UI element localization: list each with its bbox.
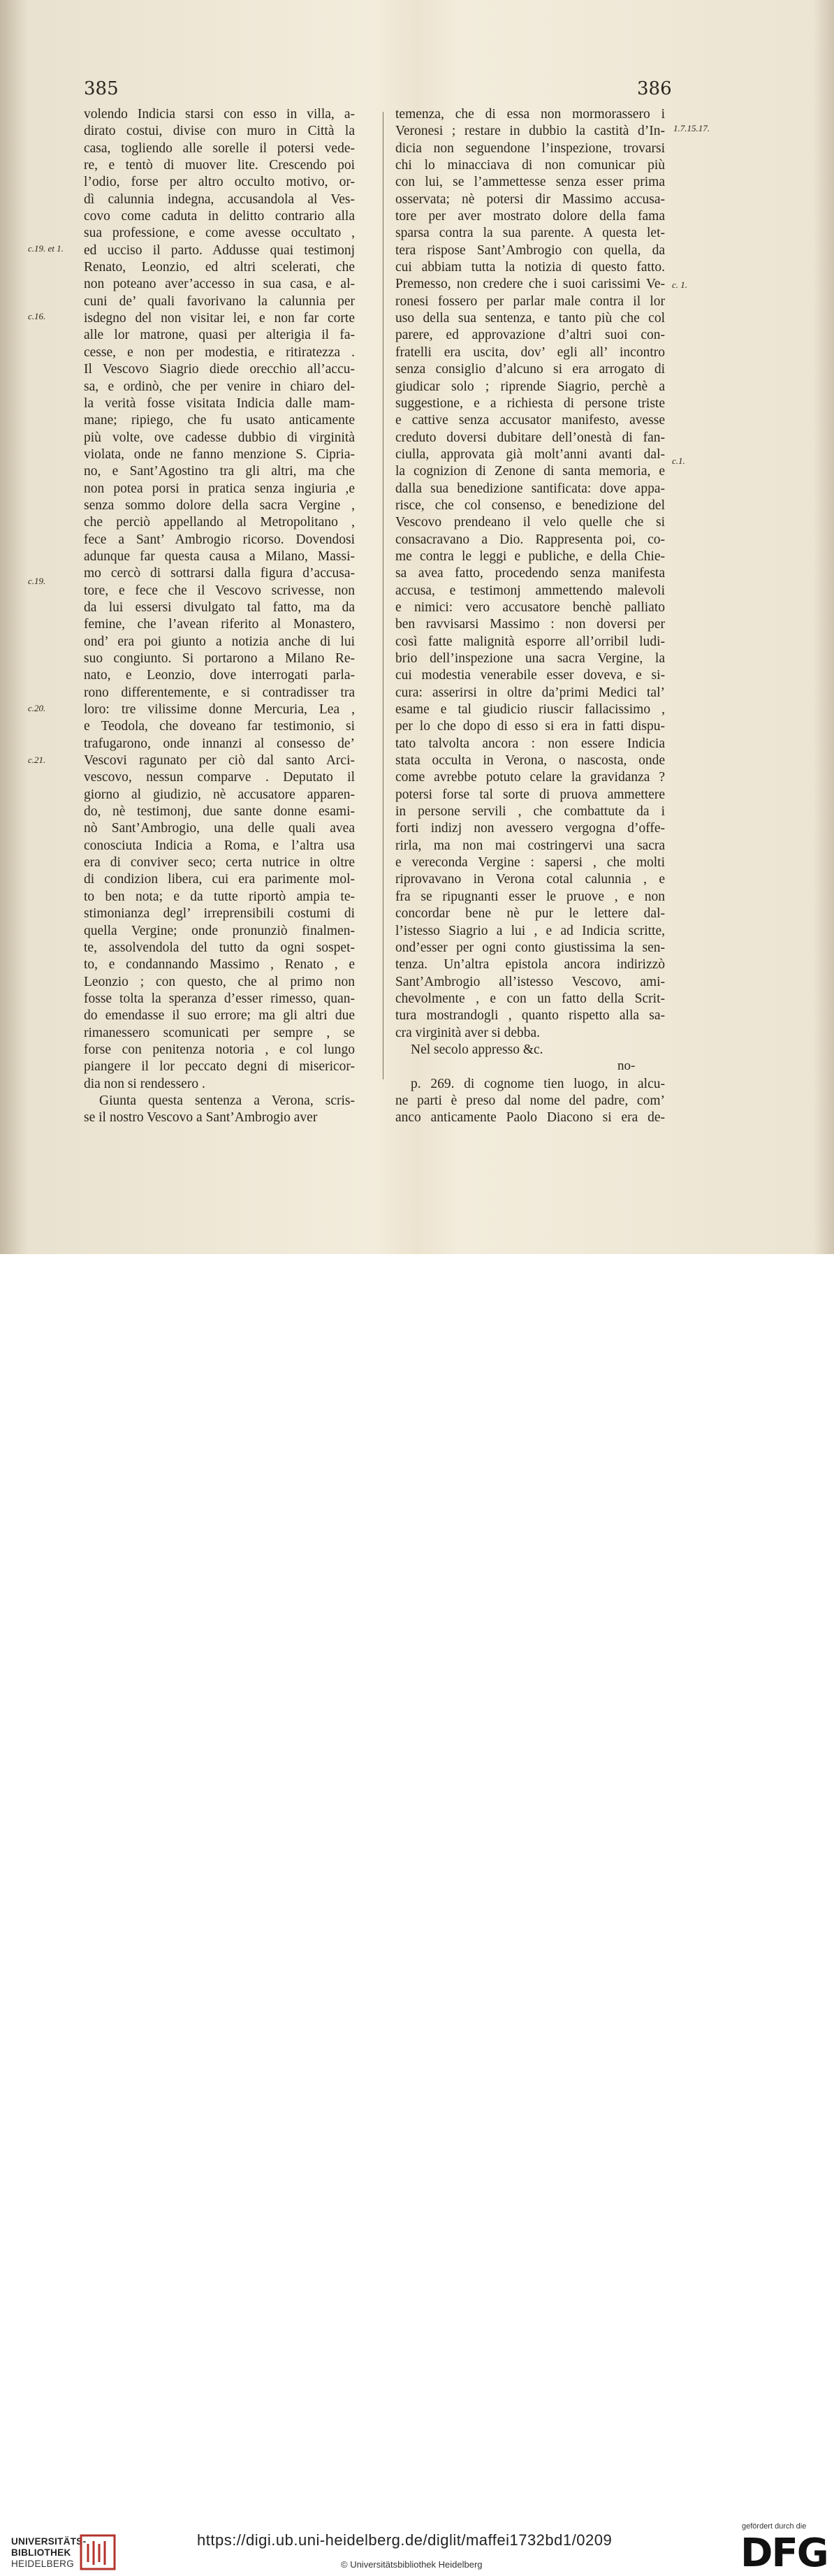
- text-line: consacravano a Dio. Rappresenta poi, co-: [395, 532, 665, 547]
- text-line: cura: asserirsi in oltre da’primi Medici tal’: [395, 685, 665, 700]
- text-line: Veronesi ; restare in dubbio la castità d’In-: [395, 124, 665, 139]
- text-line: Giunta questa sentenza a Verona, scris-: [99, 1093, 355, 1108]
- text-line: rono differentemente, e si contradisser tra: [84, 685, 355, 700]
- text-line: non poteano aver’accesso in sua casa, e al-: [84, 277, 355, 292]
- text-line: fosse tolta la speranza d’esser rimesso, quan-: [84, 991, 355, 1006]
- text-line: e cattive senza accusator manifesto, avesse: [395, 413, 665, 428]
- text-line: ciulla, approvata già molt’anni avanti dal-: [395, 446, 665, 462]
- text-line: come avrebbe potuto celare la gravidanza ?: [395, 770, 665, 785]
- text-line: sa avea fatto, procedendo senza manifesta: [395, 566, 665, 581]
- text-line: sa, e ordinò, che per venire in chiaro del-: [84, 379, 355, 394]
- text-line: rimanessero scomunicati per sempre , se: [84, 1025, 355, 1040]
- text-line: accusa, e testimonj ammettendo malevoli: [395, 583, 665, 598]
- text-line: trafugarono, onde innanzi al consesso de’: [84, 736, 355, 751]
- text-line: adunque far questa causa a Milano, Massi-: [84, 548, 355, 564]
- text-line: rirla, ma non mai costringervi una sacra: [395, 838, 665, 853]
- text-line: riprovavano in Verona cotal calunnia , e: [395, 872, 665, 887]
- text-line: con lui, se l’ammettesse senza esser prima: [395, 175, 665, 190]
- text-line: e vereconda Vergine : sapersi , che molti: [395, 855, 665, 871]
- library-name-line: BIBLIOTHEK: [11, 2547, 71, 2558]
- scanned-page: [0, 0, 834, 1254]
- text-line: sparsa contra la sua parente. A questa let-: [395, 226, 665, 241]
- text-line: concordar bene nè pur le lettere dal-: [395, 906, 665, 922]
- text-line: la cognizion di Zenone di santa memoria, e: [395, 464, 665, 479]
- text-line: ed ucciso il parto. Addusse quai testimonj: [84, 242, 355, 258]
- funding-note: gefördert durch die: [742, 2522, 807, 2531]
- text-line: Renato, Leonzio, ed altri scelerati, che: [84, 260, 355, 275]
- text-line: nato, e Leonzio, dove interrogati parla-: [84, 668, 355, 683]
- text-line: tenza. Un’altra epistola ancora indirizzò: [395, 957, 665, 973]
- library-logo-text: [11, 2536, 86, 2570]
- margin-note: c.19.: [28, 576, 46, 586]
- text-line: femine, che l’avean riferito al Monastero,: [84, 617, 355, 632]
- text-line: sua professione, e come avesse occultato ,: [84, 226, 355, 241]
- text-line: vescovo, nessun comparve . Deputato il: [84, 770, 355, 785]
- text-line: più volte, ove cadesse dubbio di virginità: [84, 430, 355, 445]
- library-seal-icon: [78, 2531, 117, 2573]
- text-line: no, e Sant’Agostino tra gli altri, ma che: [84, 464, 355, 479]
- text-line: forse con penitenza notoria , e col lungo: [84, 1042, 355, 1057]
- text-line: cuni de’ quali favorivano la calunnia per: [84, 293, 355, 309]
- text-line: anco anticamente Paolo Diacono si era de-: [395, 1110, 665, 1126]
- text-line: Il Vescovo Siagrio diede orecchio all’accu-: [84, 362, 355, 377]
- text-line: dalla sua benedizione santificata: dove appa-: [395, 481, 665, 496]
- text-line: dì calunnia indegna, accusandola al Ves-: [84, 191, 355, 207]
- text-line: Sant’Ambrogio all’istesso Vescovo, ami-: [395, 974, 665, 989]
- text-line: tore per aver mostrato dolore della fama: [395, 209, 665, 224]
- text-line: da lui essersi divulgato tal fatto, ma da: [84, 599, 355, 615]
- text-line: e nimici: vero accusatore benchè palliato: [395, 599, 665, 615]
- viewer-footer: [0, 1254, 834, 2576]
- page-number-left: 385: [84, 78, 119, 99]
- text-line: suo congiunto. Si portarono a Milano Re-: [84, 651, 355, 666]
- margin-note: c.19. et 1.: [28, 243, 64, 254]
- text-line: fratelli era uscita, dov’ egli all’ incontro: [395, 344, 665, 360]
- text-line: uso della sua sentenza, e tanto più che col: [395, 311, 665, 326]
- text-line: per lo che dopo di esso si era in fatti dispu-: [395, 719, 665, 734]
- text-line: chi lo minacciava di non comunicar più: [395, 158, 665, 173]
- text-line: mo cercò di sottrarsi dalla figura d’accusa-: [84, 566, 355, 581]
- text-line: te, assolvendola del tutto da ogni sospet-: [84, 940, 355, 955]
- text-line: alle lor matrone, quasi per alterigia il fa-: [84, 328, 355, 343]
- text-line: tore, e fece che il Vescovo scrivesse, non: [84, 583, 355, 598]
- text-line: ond’ era poi giunto a notizia anche di lui: [84, 634, 355, 649]
- text-line: me contra le leggi e publiche, e della Chie-: [395, 548, 665, 564]
- text-line: cesse, e non per modestia, e ritiratezza .: [84, 344, 355, 360]
- text-line: loro: tre vilissime donne Mercuria, Lea ,: [84, 702, 355, 718]
- text-line: fece a Sant’ Ambrogio ricorso. Dovendosi: [84, 532, 355, 547]
- text-line: che perciò appellando al Metropolitano ,: [84, 515, 355, 530]
- text-line: nò Sant’Ambrogio, una delle quali avea: [84, 821, 355, 836]
- text-line: così fatte malignità esporre all’orribil ludi-: [395, 634, 665, 649]
- text-line: risce, che col consenso, e benedizione del: [395, 497, 665, 513]
- text-line: violata, onde ne fanno menzione S. Cipria-: [84, 446, 355, 462]
- library-name-line: UNIVERSITÄTS-: [11, 2536, 87, 2547]
- text-line: Premesso, non credere che i suoi carissimi Ve-: [395, 277, 665, 292]
- text-line: quella Vergine; onde pronunziò finalmen-: [84, 923, 355, 938]
- text-line: piangere il lor peccato degni di misericor-: [84, 1059, 355, 1075]
- text-line: parere, ed approvazione d’altri suoi con-: [395, 328, 665, 343]
- text-line: giorno al giudizio, nè accusatore apparen-: [84, 787, 355, 802]
- text-line: stata occulta in Verona, o nascosta, onde: [395, 753, 665, 769]
- text-line: di condizion libera, cui era parimente mol-: [84, 872, 355, 887]
- text-line: Nel secolo appresso &c.: [411, 1042, 543, 1057]
- margin-note: c.16.: [28, 311, 46, 321]
- text-line: cui abbiam tutta la notizia di questo fatto.: [395, 260, 665, 275]
- text-line: Leonzio ; con questo, che al primo non: [84, 974, 355, 989]
- text-line: re, e tentò di muover lite. Crescendo poi: [84, 158, 355, 173]
- text-line: in persone servili , che combattute da i: [395, 804, 665, 820]
- text-line: dirato costui, divise con muro in Città la: [84, 124, 355, 139]
- text-line: temenza, che di essa non mormorassero i: [395, 107, 665, 122]
- text-line: giudicar solo ; riprende Siagrio, perchè a: [395, 379, 665, 394]
- text-line: senza sommo dolore della sacra Vergine ,: [84, 497, 355, 513]
- text-line: chevolmente , e con un fatto della Scrit-: [395, 991, 665, 1006]
- text-line: do emendasse il suo errore; ma gli altri due: [84, 1008, 355, 1024]
- text-line: brio dell’inspezione una sacra Vergine, la: [395, 651, 665, 666]
- text-line: creduto doversi dubitare dell’onestà di fan-: [395, 430, 665, 445]
- text-line: tera rispose Sant’Ambrogio con quella, da: [395, 242, 665, 258]
- page-edge-shadow: [0, 0, 28, 1254]
- margin-note: c.1.: [672, 456, 685, 466]
- text-line: l’odio, forse per altro occulto motivo, or-: [84, 175, 355, 190]
- text-line: conosciuta Indicia a Roma, e l’altra usa: [84, 838, 355, 853]
- text-line: to ben nota; e da tutte riportò ampia te-: [84, 889, 355, 904]
- text-line: stimonianza degl’ irreprensibili costumi di: [84, 906, 355, 922]
- text-line: fra se ripugnanti esser le pruove , e non: [395, 889, 665, 904]
- text-line: e Teodola, che doveano far testimonio, si: [84, 719, 355, 734]
- text-line: dicia non seguendone l’inspezione, trovarsi: [395, 140, 665, 156]
- text-line: cui modestia venerabile esser doveva, e si-: [395, 668, 665, 683]
- text-line: isdegno del non visitar lei, e non far corte: [84, 311, 355, 326]
- text-line: ne parti è preso dal nome del padre, com’: [395, 1093, 665, 1108]
- text-line: to, e condannando Massimo , Renato , e: [84, 957, 355, 973]
- text-line: p. 269. di cognome tien luogo, in alcu-: [411, 1076, 665, 1091]
- margin-note: c.21.: [28, 755, 46, 765]
- copyright-notice: © Universitätsbibliothek Heidelberg: [341, 2559, 483, 2570]
- text-line: non potea porsi in pratica senza ingiuria ,e: [84, 481, 355, 496]
- dfg-logo: DFG: [740, 2531, 828, 2576]
- text-line: forti indizj non avessero vergogna d’offe-: [395, 821, 665, 836]
- text-line: casa, togliendo alle sorelle il potersi vede-: [84, 140, 355, 156]
- text-line: ond’esser per ogni conto giustissima la sen-: [395, 940, 665, 955]
- text-line: tura mostrandogli , quanto rispetto alla sa-: [395, 1008, 665, 1024]
- text-line: potersi forse tal sorte di pruova ammettere: [395, 787, 665, 802]
- text-line: covo come caduta in delitto contrario alla: [84, 209, 355, 224]
- permalink-url[interactable]: https://digi.ub.uni-heidelberg.de/diglit/maffei1732bd1/0209: [197, 2531, 613, 2549]
- text-line: suggestione, e a richiesta di persone triste: [395, 395, 665, 411]
- left-text-column: [84, 106, 355, 1127]
- right-text-column: [395, 106, 665, 1127]
- library-name-line: HEIDELBERG: [11, 2559, 75, 2569]
- text-line: senza consiglio d’alcuno si era arrogato di: [395, 362, 665, 377]
- text-line: se il nostro Vescovo a Sant’Ambrogio aver: [84, 1110, 318, 1126]
- text-line: mane; ripiego, che fu usato anticamente: [84, 413, 355, 428]
- text-line: l’istesso Siagrio a lui , e ad Indicia scritte,: [395, 923, 665, 938]
- page-edge-shadow: [813, 0, 834, 1254]
- text-line: dia non si rendessero .: [84, 1076, 205, 1091]
- text-line: la verità fosse visitata Indicia dalle mam-: [84, 395, 355, 411]
- text-line: osservata; nè potersi dir Massimo accusa-: [395, 191, 665, 207]
- text-line: Vescovi ragunato per ciò dal santo Arci-: [84, 753, 355, 769]
- text-line: volendo Indicia starsi con esso in villa, a-: [84, 107, 355, 122]
- text-line: do, nè testimonj, due sante donne esami-: [84, 804, 355, 820]
- catchword: no-: [617, 1058, 636, 1073]
- text-line: era di conviver seco; certa nutrice in oltre: [84, 855, 355, 871]
- text-line: tato talvolta ancora : non essere Indicia: [395, 736, 665, 751]
- margin-note: c.20.: [28, 703, 46, 713]
- margin-note: 1.7.15.17.: [673, 123, 710, 133]
- page-number-right: 386: [637, 78, 672, 99]
- text-line: Vescovo prendeano il velo quelle che si: [395, 515, 665, 530]
- text-line: cra virginità aver si debba.: [395, 1025, 541, 1040]
- text-line: ben ravvisarsi Massimo : non doversi per: [395, 617, 665, 632]
- margin-note: c. 1.: [672, 279, 688, 290]
- text-line: ronesi fossero per parlar male contra il lor: [395, 293, 665, 309]
- text-line: esame e tal giudicio riuscir fallacissimo ,: [395, 702, 665, 718]
